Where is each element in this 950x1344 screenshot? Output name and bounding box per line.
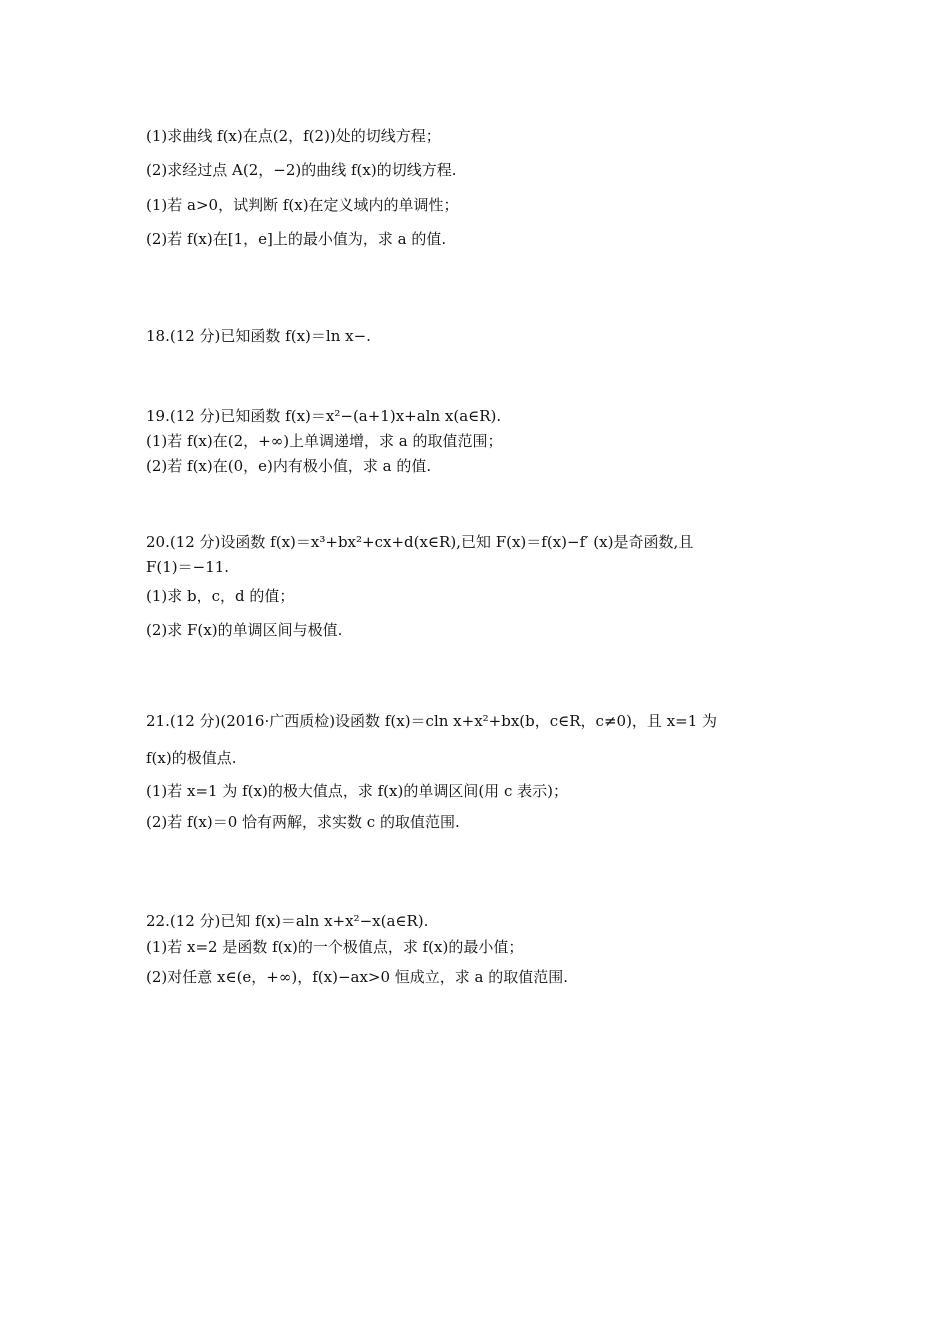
q22-stem: 22.(12 分)已知 f(x)＝aln x+x²−x(a∈R). [146, 912, 429, 930]
q19-part1: (1)若 f(x)在(2，+∞)上单调递增，求 a 的取值范围； [146, 432, 503, 450]
q20-part1: (1)求 b，c，d 的值； [146, 587, 295, 605]
q17-part2-line: (2)求经过点 A(2，−2)的曲线 f(x)的切线方程. [146, 161, 457, 179]
q22-part2: (2)对任意 x∈(e，+∞)，f(x)−ax>0 恒成立，求 a 的取值范围. [146, 968, 569, 986]
q21-stem: 21.(12 分)(2016·广西质检)设函数 f(x)＝cln x+x²+bx(b，c∈R，c≠0)，且 x=1 为 [146, 712, 718, 730]
q18-stem: 18.(12 分)已知函数 f(x)＝ln x−. [146, 327, 371, 345]
q20-part2: (2)求 F(x)的单调区间与极值. [146, 621, 343, 639]
q20-stem: 20.(12 分)设函数 f(x)＝x³+bx²+cx+d(x∈R),已知 F(x)＝f(x)−f′ (x)是奇函数,且 [146, 533, 694, 551]
q21-part1: (1)若 x=1 为 f(x)的极大值点，求 f(x)的单调区间(用 c 表示)； [146, 782, 568, 800]
q19-stem: 19.(12 分)已知函数 f(x)＝x²−(a+1)x+aln x(a∈R). [146, 407, 502, 425]
q-prev-part2-line: (2)若 f(x)在[1，e]上的最小值为，求 a 的值. [146, 230, 447, 248]
q20-stem-cont: F(1)＝−11. [146, 558, 230, 576]
q-prev-part1-line: (1)若 a>0，试判断 f(x)在定义域内的单调性； [146, 196, 459, 214]
q22-part1: (1)若 x=2 是函数 f(x)的一个极值点，求 f(x)的最小值； [146, 938, 524, 956]
q19-part2: (2)若 f(x)在(0，e)内有极小值，求 a 的值. [146, 457, 432, 475]
q17-part1-line: (1)求曲线 f(x)在点(2，f(2))处的切线方程； [146, 127, 441, 145]
q21-part2: (2)若 f(x)＝0 恰有两解，求实数 c 的取值范围. [146, 813, 460, 831]
q21-stem-cont: f(x)的极值点. [146, 749, 237, 767]
